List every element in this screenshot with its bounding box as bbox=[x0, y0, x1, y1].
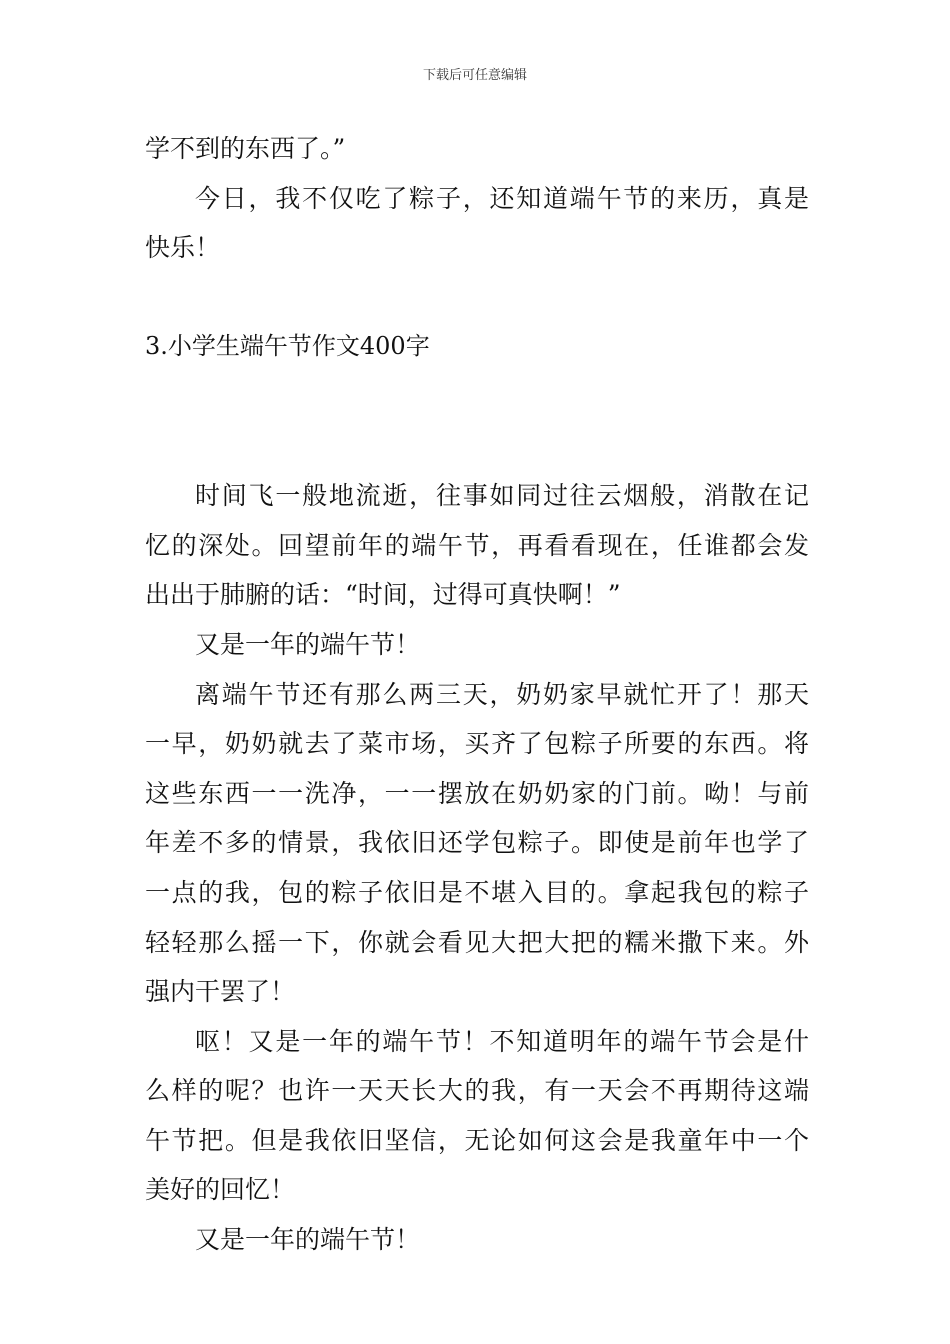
text-line: 快乐！ bbox=[145, 233, 221, 263]
text-line: 时间飞一般地流逝，往事如同过往云烟般，消散在记 bbox=[195, 481, 809, 511]
text-line: 出出于肺腑的话：“时间，过得可真快啊！” bbox=[145, 580, 621, 610]
paragraph-gap bbox=[145, 273, 809, 323]
text-line: 强内干罢了！ bbox=[145, 977, 296, 1007]
text-line: 忆的深处。回望前年的端午节，再看看现在，任谁都会发 bbox=[145, 530, 809, 560]
text-line: 又是一年的端午节！ bbox=[195, 629, 421, 659]
paragraph-gap bbox=[145, 422, 809, 472]
text-line: 轻轻那么摇一下，你就会看见大把大把的糯米撒下来。外 bbox=[145, 927, 809, 957]
page-header: 下载后可任意编辑 bbox=[422, 68, 527, 83]
text-line: 今日，我不仅吃了粽子，还知道端午节的来历，真是 bbox=[195, 183, 809, 213]
text-line: 么样的呢？也许一天天长大的我，有一天会不再期待这端 bbox=[145, 1076, 809, 1106]
text-line: 美好的回忆！ bbox=[145, 1175, 296, 1205]
text-line: 年差不多的情景，我依旧还学包粽子。即使是前年也学了 bbox=[145, 828, 809, 858]
text-line: 离端午节还有那么两三天，奶奶家早就忙开了！那天 bbox=[195, 679, 809, 709]
text-line: 呕！又是一年的端午节！不知道明年的端午节会是什 bbox=[195, 1026, 809, 1056]
document-body bbox=[145, 124, 809, 1265]
text-line: 学不到的东西了。” bbox=[145, 134, 346, 163]
text-line: 又是一年的端午节！ bbox=[195, 1225, 421, 1255]
text-line: 一早，奶奶就去了菜市场，买齐了包粽子所要的东西。将 bbox=[145, 729, 809, 759]
text-line: 这些东西一一洗净，一一摆放在奶奶家的门前。呦！与前 bbox=[145, 778, 809, 808]
paragraph-gap bbox=[145, 372, 809, 422]
section-heading: 3.小学生端午节作文400字 bbox=[145, 332, 430, 361]
text-line: 一点的我，包的粽子依旧是不堪入目的。拿起我包的粽子 bbox=[145, 877, 809, 907]
text-line: 午节把。但是我依旧坚信，无论如何这会是我童年中一个 bbox=[145, 1125, 809, 1155]
